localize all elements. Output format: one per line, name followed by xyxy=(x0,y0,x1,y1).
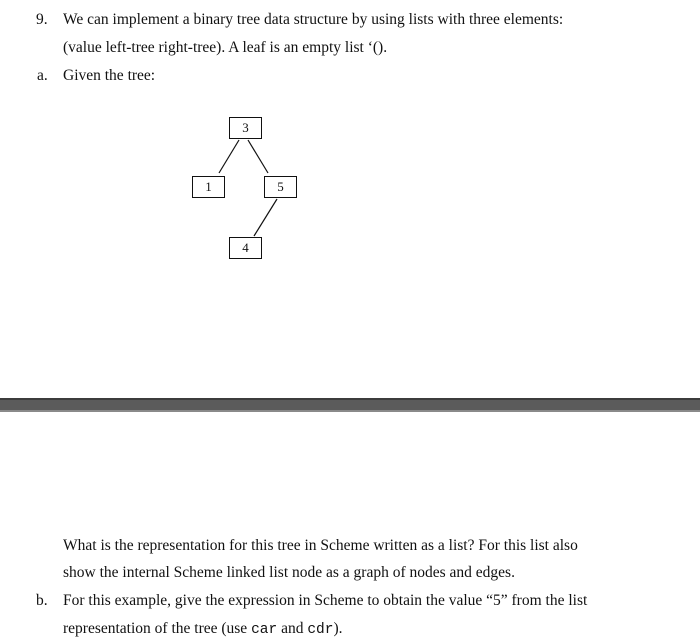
question-intro-line-2: (value left-tree right-tree). A leaf is an empty list ‘(). xyxy=(63,39,388,56)
page-bottom-section xyxy=(0,412,700,642)
part-b-line-1: For this example, give the expression in Scheme to obtain the value “5” from the list xyxy=(63,592,588,609)
part-a-text: Given the tree: xyxy=(63,67,156,84)
tree-node-root: 3 xyxy=(229,117,262,139)
part-a-followup-line-1: What is the representation for this tree in Scheme written as a list? For this list also xyxy=(63,537,578,554)
edge-3-to-5 xyxy=(248,140,268,173)
part-b-line-2-prefix: representation of the tree (use xyxy=(63,620,252,637)
tree-node-right-left: 4 xyxy=(229,237,262,259)
part-a-label: a. xyxy=(37,67,48,84)
question-number: 9. xyxy=(36,11,48,28)
part-b-line-2-suffix: ). xyxy=(333,620,343,637)
part-b-label: b. xyxy=(36,592,48,609)
code-cdr: cdr xyxy=(307,622,334,638)
page-break-bar xyxy=(0,398,700,412)
tree-node-left: 1 xyxy=(192,176,225,198)
part-a-followup-line-2: show the internal Scheme linked list node as a graph of nodes and edges. xyxy=(63,564,515,581)
edge-5-to-4 xyxy=(254,199,277,236)
part-b-line-2 xyxy=(63,620,342,639)
binary-tree-diagram xyxy=(180,110,320,270)
edge-3-to-1 xyxy=(219,140,239,173)
part-b-and-word: and xyxy=(277,620,308,637)
code-car: car xyxy=(251,622,278,638)
tree-node-right: 5 xyxy=(264,176,297,198)
question-intro-line-1: We can implement a binary tree data structure by using lists with three elements: xyxy=(63,11,564,28)
